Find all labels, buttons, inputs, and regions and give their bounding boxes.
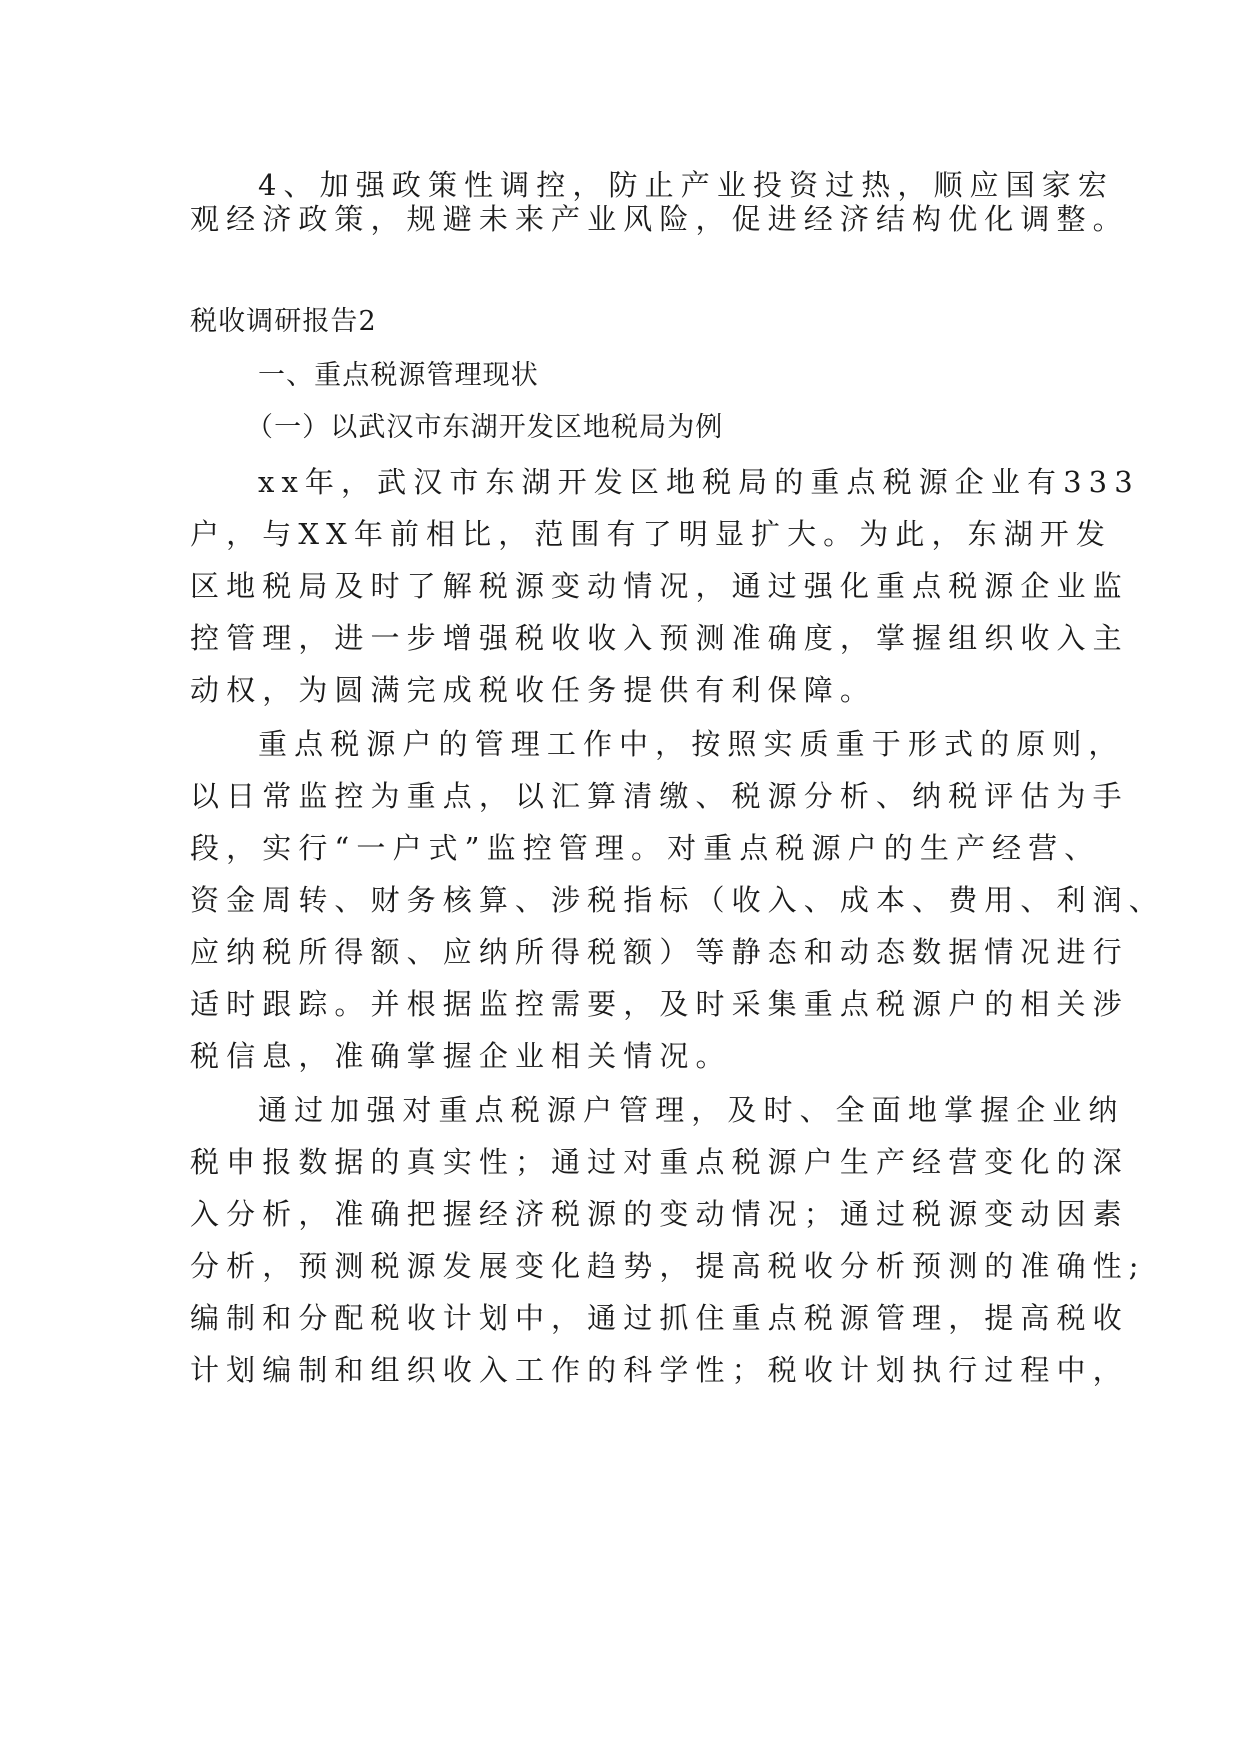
paragraph-3-line-5: 编制和分配税收计划中，通过抓住重点税源管理，提高税收 — [190, 1301, 1129, 1335]
paragraph-3-line-6: 计划编制和组织收入工作的科学性；税收计划执行过程中， — [190, 1353, 1129, 1387]
paragraph-2-line-4: 资金周转、财务核算、涉税指标（收入、成本、费用、利润、 — [190, 883, 1165, 917]
paragraph-1-line-4: 控管理，进一步增强税收收入预测准确度，掌握组织收入主 — [190, 621, 1129, 655]
paragraph-3-line-1: 通过加强对重点税源户管理，及时、全面地掌握企业纳 — [258, 1093, 1125, 1127]
subsection-heading: （一）以武汉市东湖开发区地税局为例 — [246, 412, 724, 443]
paragraph-2-line-7: 税信息，准确掌握企业相关情况。 — [190, 1039, 732, 1073]
paragraph-2-line-3: 段，实行“一户式”监控管理。对重点税源户的生产经营、 — [190, 831, 1101, 865]
paragraph-2-line-5: 应纳税所得额、应纳所得税额）等静态和动态数据情况进行 — [190, 935, 1129, 969]
paragraph-3-line-2: 税申报数据的真实性；通过对重点税源户生产经营变化的深 — [190, 1145, 1129, 1179]
paragraph-4-line-2: 观经济政策，规避未来产业风险，促进经济结构优化调整。 — [190, 202, 1129, 236]
paragraph-1-line-5: 动权，为圆满完成税收任务提供有利保障。 — [190, 673, 876, 707]
paragraph-1-line-2: 户，与XX年前相比，范围有了明显扩大。为此，东湖开发 — [190, 517, 1113, 551]
paragraph-4-line-1: 4、加强政策性调控，防止产业投资过热，顺应国家宏 — [258, 168, 1114, 202]
paragraph-3-line-4: 分析，预测税源发展变化趋势，提高税收分析预测的准确性; — [190, 1249, 1146, 1283]
paragraph-1-line-3: 区地税局及时了解税源变动情况，通过强化重点税源企业监 — [190, 569, 1129, 603]
section-heading: 一、重点税源管理现状 — [258, 360, 539, 391]
paragraph-1-line-1: xx年，武汉市东湖开发区地税局的重点税源企业有333 — [258, 465, 1140, 499]
paragraph-2-line-1: 重点税源户的管理工作中，按照实质重于形式的原则， — [258, 727, 1125, 761]
report-title: 税收调研报告2 — [190, 306, 377, 337]
paragraph-2-line-2: 以日常监控为重点，以汇算清缴、税源分析、纳税评估为手 — [190, 779, 1129, 813]
paragraph-3-line-3: 入分析，准确把握经济税源的变动情况；通过税源变动因素 — [190, 1197, 1129, 1231]
paragraph-2-line-6: 适时跟踪。并根据监控需要，及时采集重点税源户的相关涉 — [190, 987, 1129, 1021]
